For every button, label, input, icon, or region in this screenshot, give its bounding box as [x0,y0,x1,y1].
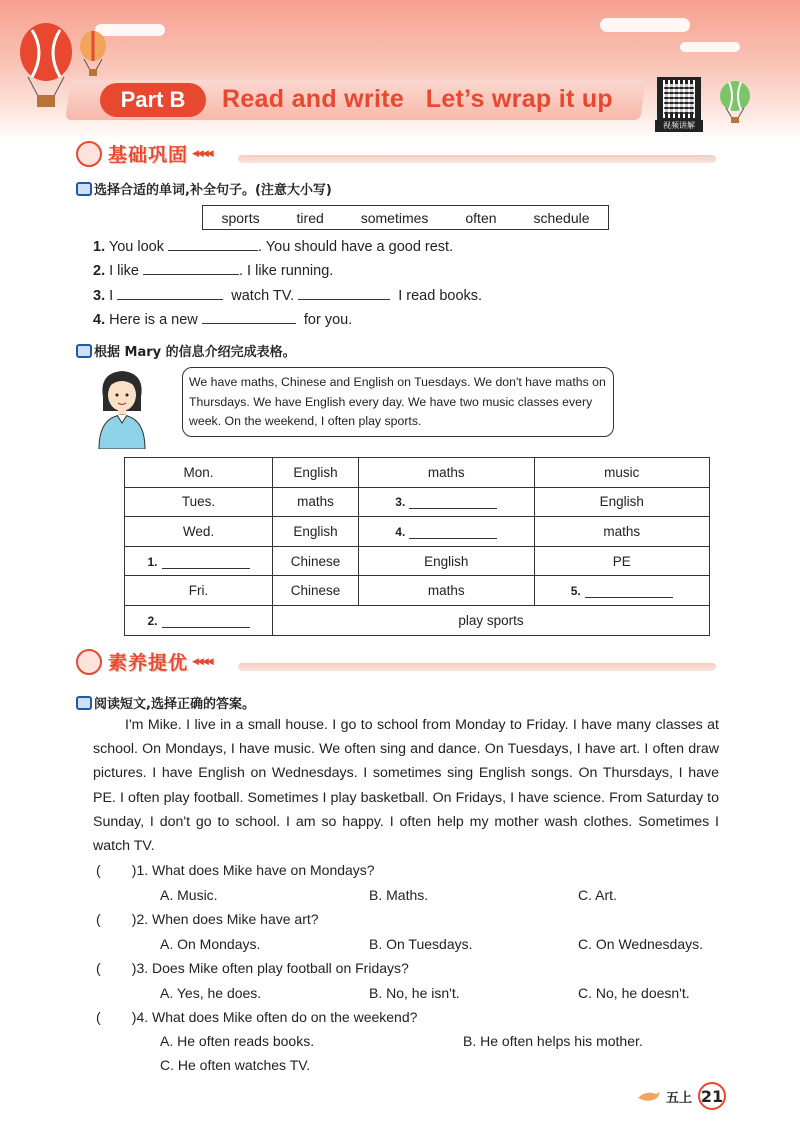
table-row [125,517,710,547]
word-bank-item: sometimes [360,209,429,226]
page-footer [636,1082,726,1110]
part-label: Part B [100,83,206,117]
section-title: 素养提优 [108,652,189,674]
table-cell: Chinese [273,546,359,576]
sentence-3: 3. I watch TV. I read books. [93,288,483,304]
option-a[interactable]: A. Yes, he does. [160,985,262,1001]
option-c[interactable]: C. Art. [578,887,617,903]
sentence-4: 4. Here is a new for you. [93,312,353,328]
word-bank [202,205,609,230]
notebook-icon [76,141,102,167]
girl-illustration [93,367,151,449]
table-cell: Chinese [273,576,359,606]
option-a[interactable]: A. He often reads books. [160,1033,315,1049]
option-a[interactable]: A. Music. [160,887,218,903]
table-cell-blank[interactable]: 3. [359,487,534,517]
table-cell: English [534,487,709,517]
chevrons-icon: ◀◀◀◀ [192,656,212,667]
schedule-table [124,457,710,636]
answer-blank[interactable] [143,261,239,275]
table-cell-blank[interactable]: 1. [125,546,273,576]
table-row [125,487,710,517]
task3-instruction: 阅读短文,选择正确的答案。 [76,693,255,712]
answer-paren[interactable]: ( ) [96,960,137,976]
word-bank-item: tired [296,209,324,226]
question-3: ( )3. Does Mike often play football on Fridays? [96,960,409,976]
grade-label: 五上 [666,1090,693,1106]
table-cell: maths [359,458,534,488]
task2-instruction: 根据 Mary 的信息介绍完成表格。 [76,341,296,360]
word-bank-item: often [465,209,497,226]
page-title: Read and write Let’s wrap it up [222,85,613,113]
table-cell: maths [534,517,709,547]
chevrons-icon: ◀◀◀◀ [192,148,212,159]
task-marker-icon [76,182,92,196]
word-bank-item: sports [221,209,260,226]
speech-bubble: We have maths, Chinese and English on Tuesdays. We don't have maths on Thursdays. We have English every day. We have two music classes every week. On the weekend, I often play sports. [182,367,614,437]
answer-paren[interactable]: ( ) [96,862,137,878]
table-cell: Fri. [125,576,273,606]
answer-blank[interactable] [298,286,390,300]
section-divider [238,155,716,163]
bird-icon [636,1088,660,1104]
page-number: 21 [698,1082,726,1110]
sentence-1: 1. You look . You should have a good rest. [93,239,454,255]
question-4: ( )4. What does Mike often do on the weekend? [96,1009,418,1025]
table-cell: PE [534,546,709,576]
answer-blank[interactable] [202,310,296,324]
table-cell-blank[interactable]: 4. [359,517,534,547]
section-header-advanced [76,648,212,675]
qr-code-icon[interactable] [657,77,701,121]
balloon-icon [18,22,74,112]
table-cell: maths [273,487,359,517]
task-marker-icon [76,696,92,710]
reading-passage: I'm Mike. I live in a small house. I go to school from Monday to Friday. I have many classes at school. On Mondays, I have music. We often sing and dance. On Tuesdays, I have art. I often draw pictures. I have English on Wednesdays. I sometimes sing English songs. On Thursdays, I have PE. I often play football. Sometimes I play basketball. On Fridays, I have science. From Saturday to Sunday, I don't go to school. I am so happy. I often help my mother wash clothes. Sometimes I watch TV. [93,717,719,855]
option-c[interactable]: C. On Wednesdays. [578,936,704,952]
section-divider [238,663,716,671]
table-row [125,576,710,606]
table-cell: English [273,517,359,547]
table-cell-blank[interactable]: 5. [534,576,709,606]
task-marker-icon [76,344,92,358]
option-c[interactable]: C. He often watches TV. [160,1057,311,1073]
answer-blank[interactable] [117,286,223,300]
table-row [125,458,710,488]
table-cell-blank[interactable]: 2. [125,605,273,635]
answer-blank[interactable] [168,237,258,251]
table-row [125,605,710,635]
question-2: ( )2. When does Mike have art? [96,911,319,927]
table-cell: music [534,458,709,488]
option-b[interactable]: B. On Tuesdays. [369,936,473,952]
table-row [125,546,710,576]
option-a[interactable]: A. On Mondays. [160,936,261,952]
section-title: 基础巩固 [108,144,189,166]
rocket-icon [76,649,102,675]
table-cell: English [273,458,359,488]
table-cell: maths [359,576,534,606]
balloon-icon [78,30,108,78]
balloon-icon [718,80,752,126]
option-b[interactable]: B. He often helps his mother. [463,1033,643,1049]
answer-paren[interactable]: ( ) [96,911,137,927]
cloud-decoration [680,42,740,52]
task1-instruction: 选择合适的单词,补全句子。(注意大小写) [76,179,332,198]
option-c[interactable]: C. No, he doesn't. [578,985,690,1001]
table-cell: Tues. [125,487,273,517]
table-cell: Mon. [125,458,273,488]
qr-label: 视频讲解 [655,120,703,132]
table-cell: play sports [273,605,710,635]
question-1: ( )1. What does Mike have on Mondays? [96,862,375,878]
option-b[interactable]: B. Maths. [369,887,429,903]
table-cell: Wed. [125,517,273,547]
word-bank-item: schedule [533,209,590,226]
option-b[interactable]: B. No, he isn't. [369,985,460,1001]
cloud-decoration [600,18,690,32]
answer-paren[interactable]: ( ) [96,1009,137,1025]
sentence-2: 2. I like . I like running. [93,263,334,279]
table-cell: English [359,546,534,576]
section-header-basics [76,140,212,167]
